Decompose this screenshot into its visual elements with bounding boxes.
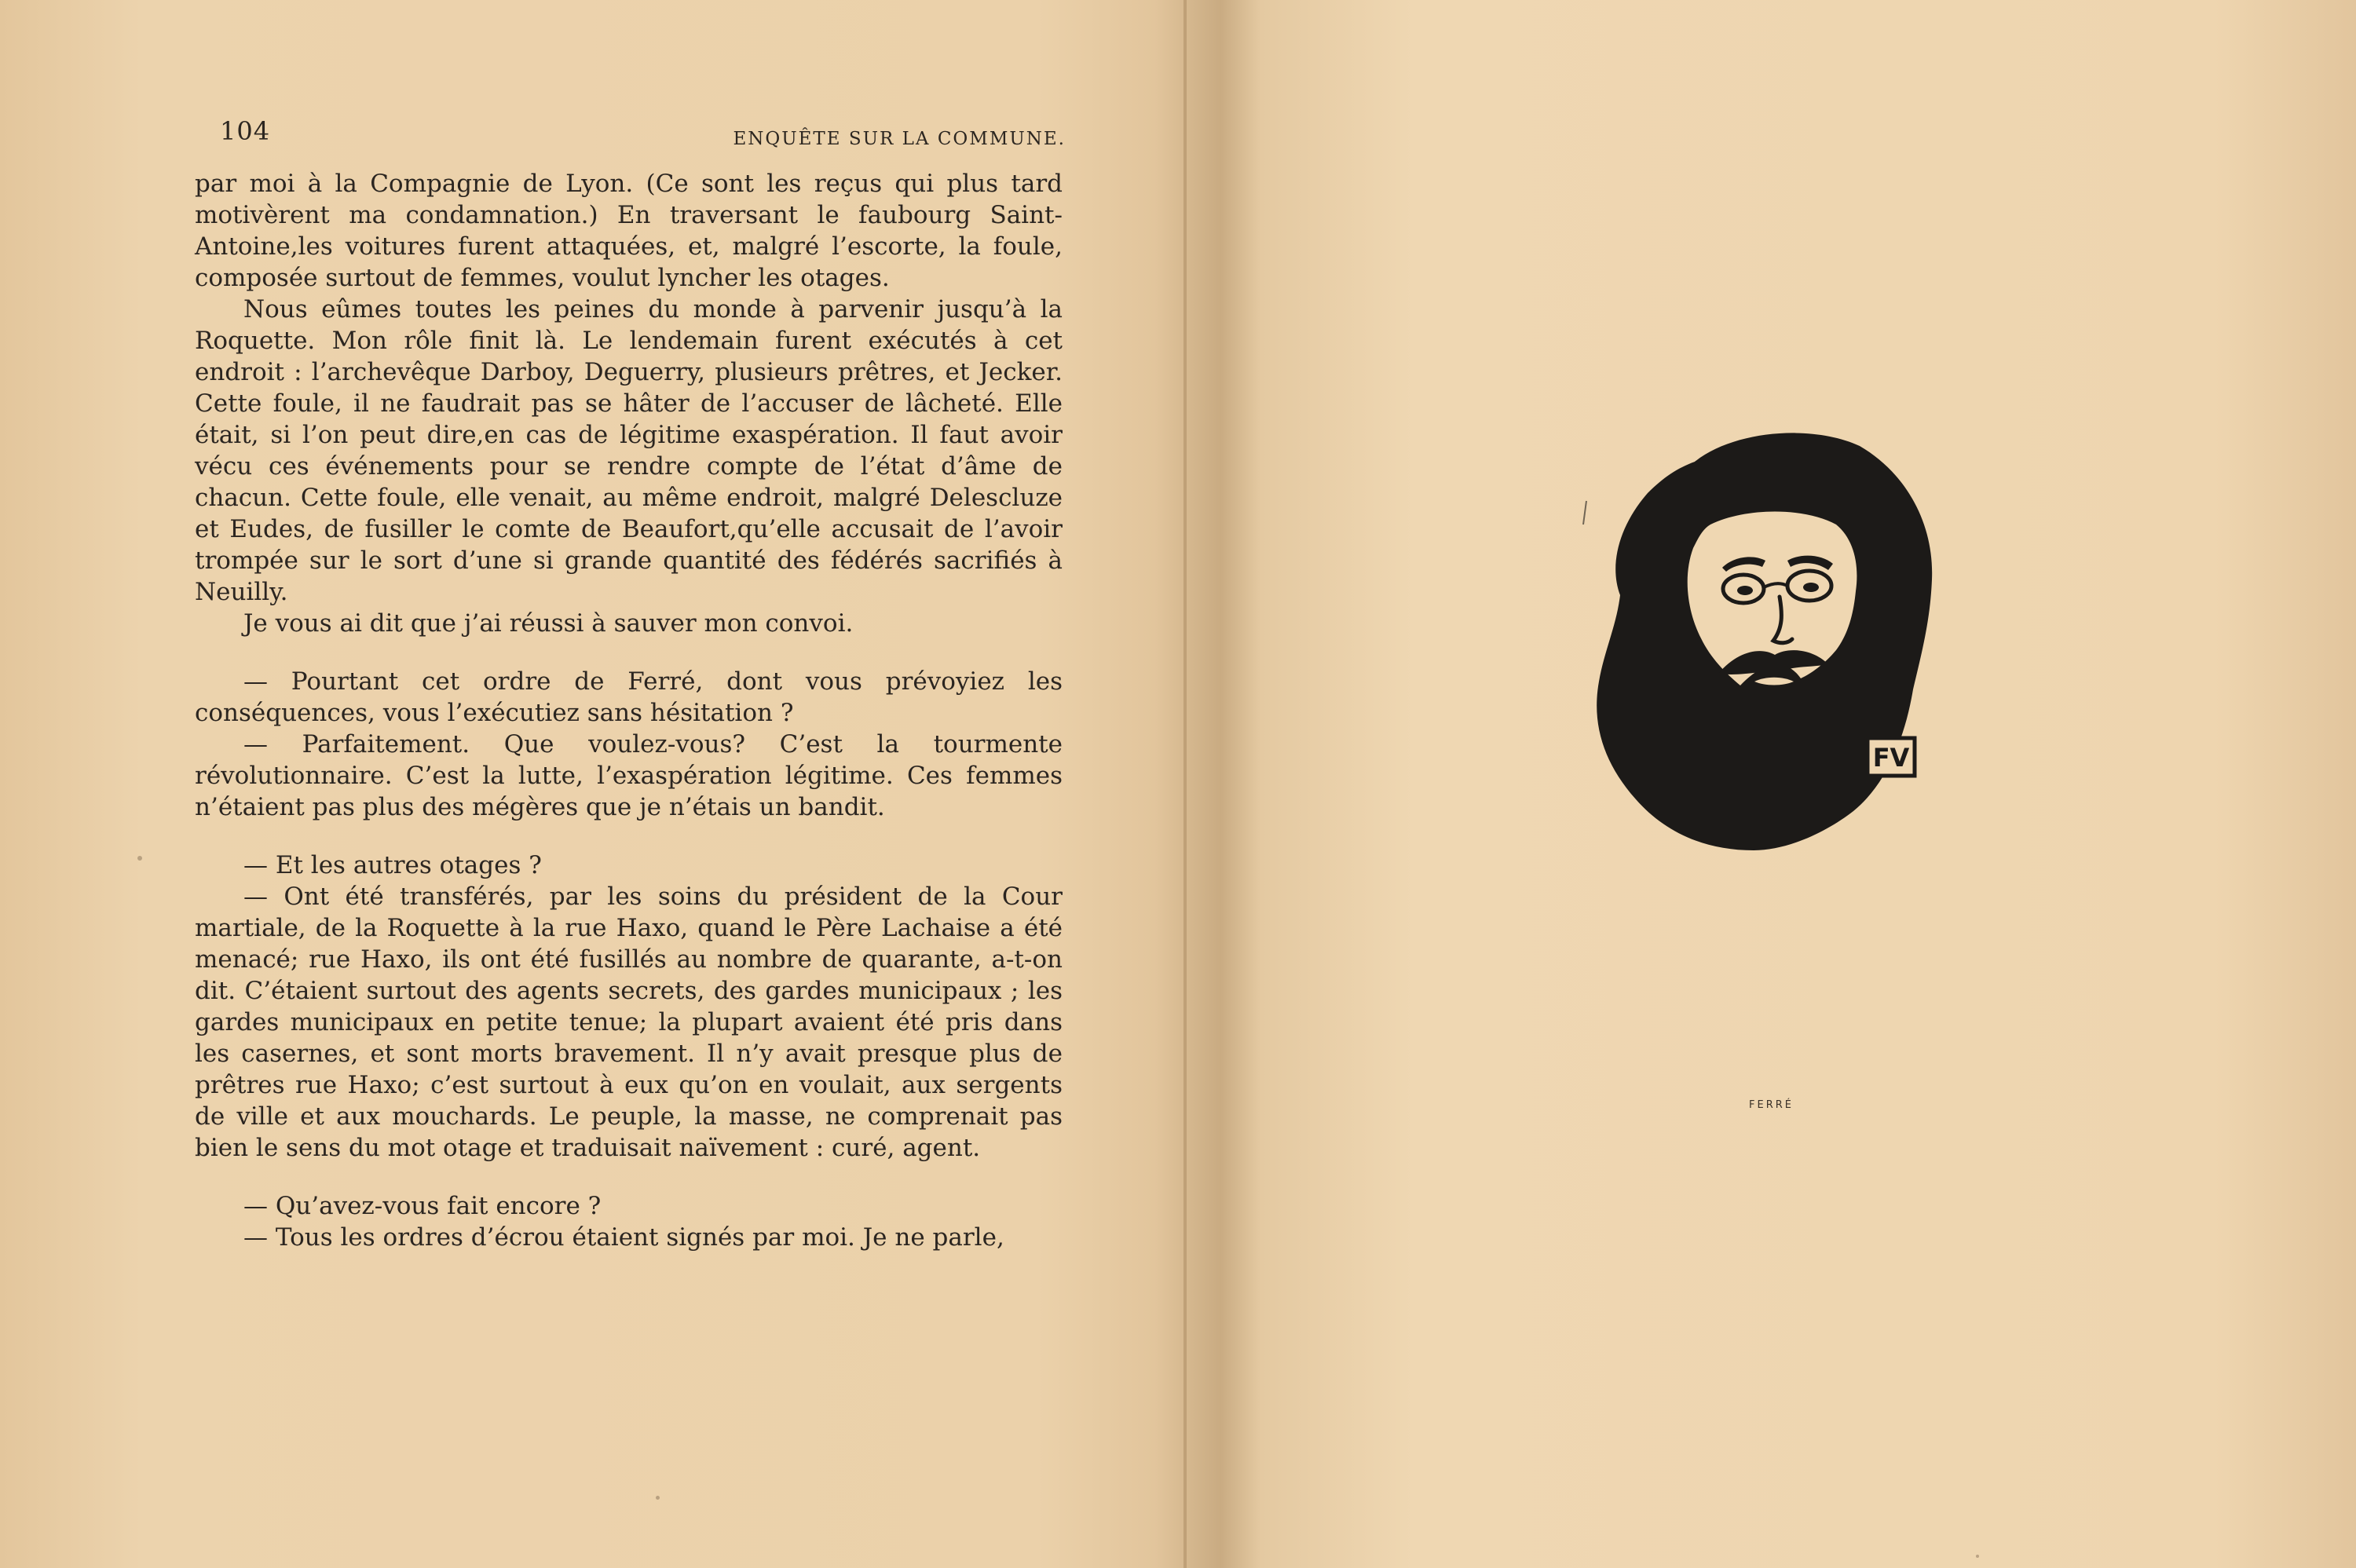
dialogue-answer-3: — Tous les ordres d’écrou étaient signés par moi. Je ne parle, [243,1223,1004,1252]
paragraph-2: Nous eûmes toutes les peines du monde à parvenir jusqu’à la Roquette. Mon rôle finit là. Le lendemain furent exécutés à cet endroit : l’archevêque Darboy, Deguerry, plusieurs prêtres, et Jecker. Cette foule, il ne faudrait pas se hâter de l’accuser de lâcheté. Elle était, si l’on peut dire,en cas de légitime exaspération. Il faut avoir vécu ces événements pour se rendre compte de l’état d’âme de chacun. Cette foule, elle venait, au même endroit, malgré Delescluze et Eudes, de fusiller le comte de Beaufort,qu’elle accusait de l’avoir trompée sur le sort d’une si grande quantité des fédérés sacrifiés à Neuilly. [195,295,1063,606]
running-head: ENQUÊTE SUR LA COMMUNE. [733,129,1066,149]
paper-speck [137,856,142,861]
page-number: 104 [220,116,271,146]
portrait-caption: FERRÉ [1749,1099,1794,1111]
dialogue-question-1: — Pourtant cet ordre de Ferré, dont vous prévoyiez les conséquences, vous l’exécutiez sans hésitation ? [195,667,1063,727]
paragraph-3: Je vous ai dit que j’ai réussi à sauver mon convoi. [243,609,854,638]
dialogue-question-3: — Qu’avez-vous fait encore ? [243,1192,602,1220]
artist-monogram [1868,738,1915,776]
dialogue-question-2: — Et les autres otages ? [243,851,542,879]
eye-left [1737,586,1753,595]
page-header [198,110,1066,149]
body-text [195,168,1063,1253]
paragraph-1: par moi à la Compagnie de Lyon. (Ce sont les reçus qui plus tard motivèrent ma condamnation.) En traversant le faubourg Saint-Antoine,les voitures furent attaquées, et, malgré l’escorte, la foule, composée surtout de femmes, voulut lyncher les otages. [195,170,1063,292]
portrait-woodcut [1577,415,1938,862]
paper-speck [1976,1555,1979,1558]
artist-monogram-text: FV [1872,743,1910,773]
paper-speck [656,1496,660,1500]
woodcut-mark [1583,501,1586,524]
right-page [1187,0,2356,1568]
dialogue-answer-1: — Parfaitement. Que voulez-vous? C’est la tourmente révolutionnaire. C’est la lutte, l’exaspération légitime. Ces femmes n’étaient pas plus des mégères que je n’étais un bandit. [195,730,1063,821]
eye-right [1803,583,1819,592]
dialogue-answer-2: — Ont été transférés, par les soins du président de la Cour martiale, de la Roquette à la rue Haxo, quand le Père Lachaise a été menacé; rue Haxo, ils ont été fusillés au nombre de quarante, a-t-on dit. C’étaient surtout des agents secrets, des gardes municipaux ; les gardes municipaux en petite tenue; la plupart avaient été pris dans les casernes, et sont morts bravement. Il n’y avait presque plus de prêtres rue Haxo; c’est surtout à eux qu’on en voulait, aux sergents de ville et aux mouchards. Le peuple, la masse, ne comprenait pas bien le sens du mot otage et traduisait naïvement : curé, agent. [195,883,1063,1162]
